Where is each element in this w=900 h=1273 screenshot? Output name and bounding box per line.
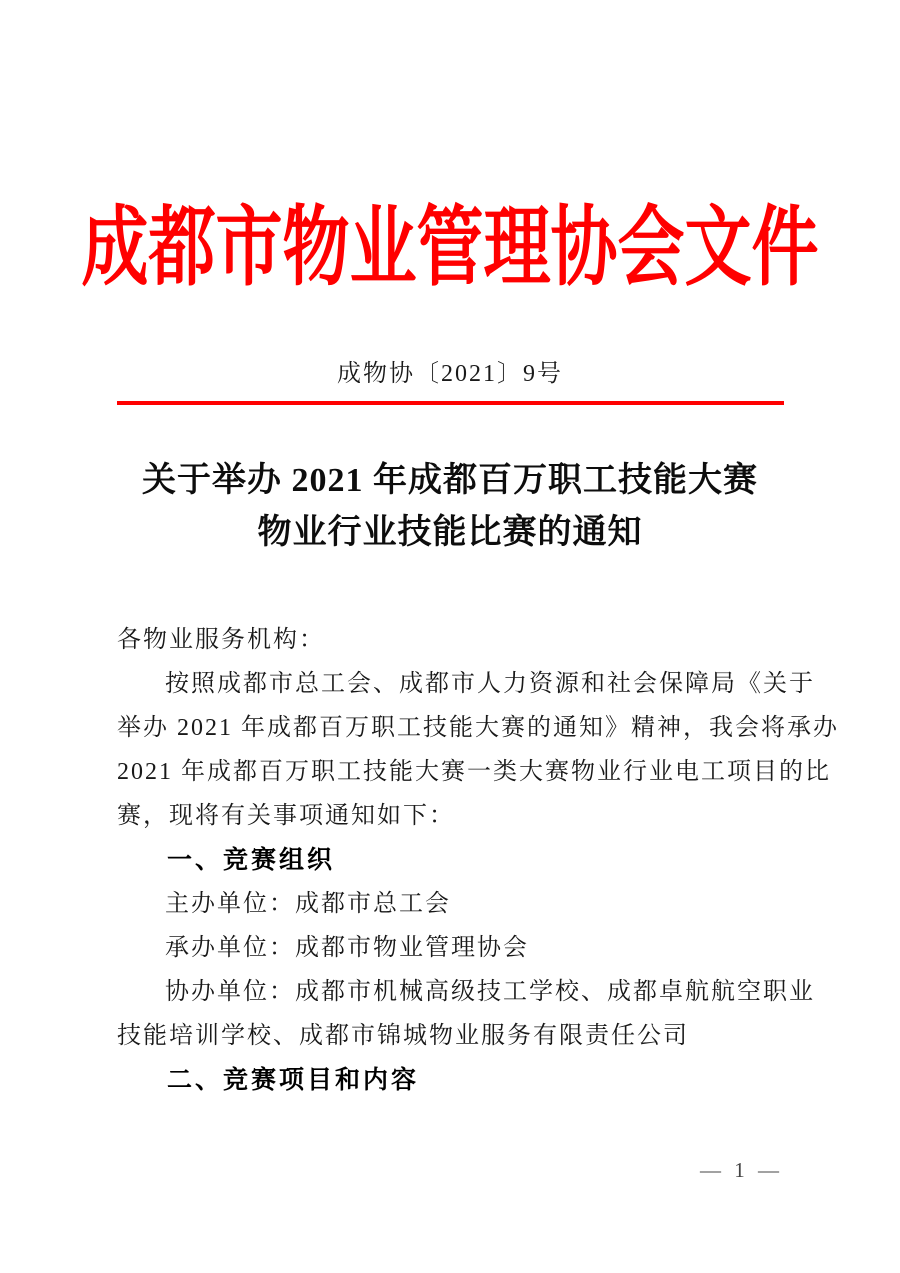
body-line: 协办单位：成都市机械高级技工学校、成都卓航航空职业 bbox=[165, 979, 815, 1005]
body-line: 赛，现将有关事项通知如下： bbox=[117, 803, 455, 829]
notice-title bbox=[0, 455, 900, 559]
body-line: 技能培训学校、成都市锦城物业服务有限责任公司 bbox=[117, 1023, 689, 1049]
body-line: 承办单位：成都市物业管理协会 bbox=[165, 935, 529, 961]
document-number: 成物协〔2021〕9号 bbox=[337, 361, 563, 387]
body-line: 举办 2021 年成都百万职工技能大赛的通知》精神，我会将承办 bbox=[117, 715, 839, 741]
salutation: 各物业服务机构： bbox=[117, 627, 325, 653]
body-line: 主办单位：成都市总工会 bbox=[165, 891, 451, 917]
red-divider-line bbox=[117, 401, 784, 405]
section-heading-2: 二、竞赛项目和内容 bbox=[167, 1066, 420, 1094]
body-line: 按照成都市总工会、成都市人力资源和社会保障局《关于 bbox=[165, 671, 815, 697]
document-body bbox=[117, 618, 839, 1102]
letterhead-title: 成都市物业管理协会文件 bbox=[81, 200, 819, 297]
body-line: 2021 年成都百万职工技能大赛一类大赛物业行业电工项目的比 bbox=[117, 759, 831, 785]
section-heading-1: 一、竞赛组织 bbox=[167, 846, 336, 874]
notice-title-line-2: 物业行业技能比赛的通知 bbox=[257, 514, 643, 551]
notice-title-line-1: 关于举办 2021 年成都百万职工技能大赛 bbox=[142, 462, 758, 499]
page-number: — 1 — bbox=[700, 1158, 783, 1182]
